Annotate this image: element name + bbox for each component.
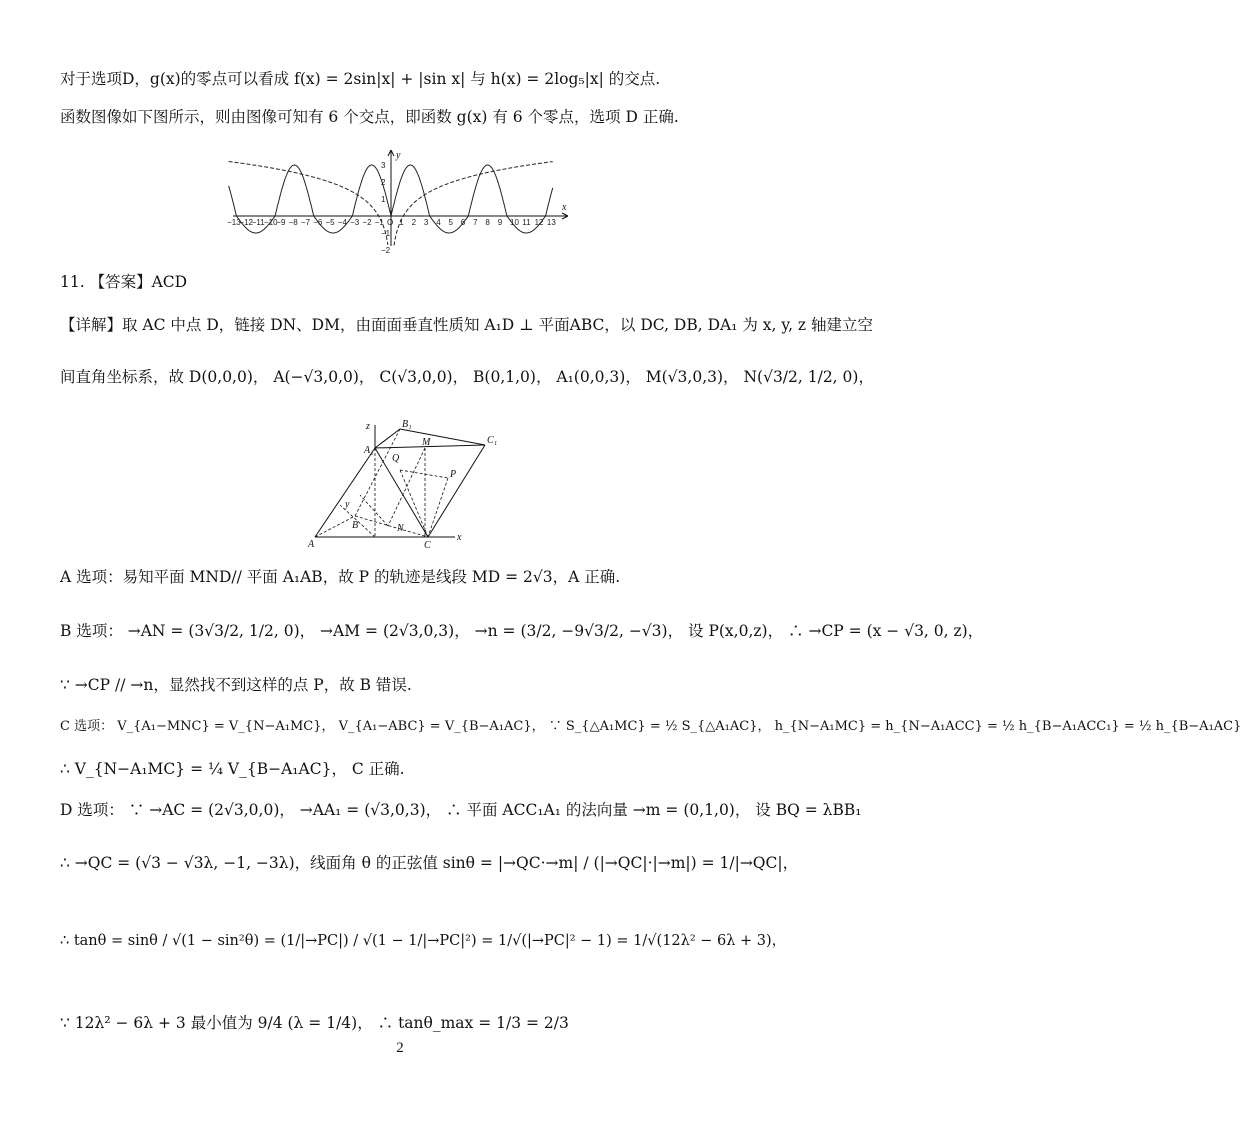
option-d: D 选项： ∵ →AC = (2√3,0,0)， →AA₁ = (√3,0,3)， ∴ 平面 ACC₁A₁ 的法向量 →m = (0,1,0)， 设 BQ = λBB₁ xyxy=(60,801,862,819)
x-tick-label: −2 xyxy=(362,218,372,227)
label-b1: B₁ xyxy=(402,419,412,430)
y-tick-label: 2 xyxy=(381,178,386,187)
label-b: B xyxy=(352,520,359,531)
x-tick-label: 5 xyxy=(448,218,453,227)
text-line-1: 对于选项D，g(x)的零点可以看成 f(x) = 2sin|x| + |sin x| 与 h(x) = 2log₅|x| 的交点. xyxy=(60,70,661,88)
y-tick-label: −1 xyxy=(381,229,391,238)
label-m: M xyxy=(422,437,431,448)
x-tick-label: −13 xyxy=(227,218,241,227)
x-tick-label: −11 xyxy=(251,218,265,227)
answer-heading: 11. 【答案】ACD xyxy=(60,273,188,291)
function-graph xyxy=(227,148,573,255)
x-tick-label: 12 xyxy=(534,218,544,227)
x-tick-label: 13 xyxy=(546,218,556,227)
x-tick-label: 7 xyxy=(473,218,478,227)
x-tick-label: −10 xyxy=(264,218,278,227)
x-tick-label: 6 xyxy=(460,218,466,227)
x-tick-label: −5 xyxy=(325,218,335,227)
x-tick-label: −8 xyxy=(288,218,298,227)
x-tick-label: −7 xyxy=(300,218,311,227)
x-tick-label: O xyxy=(387,218,394,227)
x-axis-label: x xyxy=(562,202,567,213)
y-tick-label: 3 xyxy=(381,161,386,170)
x-tick-label: 4 xyxy=(436,218,441,227)
x-tick-label: 1 xyxy=(399,218,404,227)
text-line-4: 间直角坐标系，故 D(0,0,0)， A(−√3,0,0)， C(√3,0,0)， B(0,1,0)， A₁(0,0,3)， M(√3,0,3)， N(√3/2, 1/2, 0)， xyxy=(60,368,874,386)
label-c1: C₁ xyxy=(487,435,498,446)
option-c: C 选项： V_{A₁−MNC} = V_{N−A₁MC}， V_{A₁−ABC} = V_{B−A₁AC}， ∵ S_{△A₁MC} = ½ S_{△A₁AC}， h_{N−A₁MC} = h_{N−A₁ACC} = ½ h_{B−A₁ACC₁} = ½ h_{B−A₁AC} xyxy=(60,719,1241,734)
text-line-3: 【详解】取 AC 中点 D，链接 DN、DM，由面面垂直性质知 A₁D ⊥ 平面ABC，以 DC, DB, DA₁ 为 x, y, z 轴建立空 xyxy=(60,316,874,334)
x-tick-label: −9 xyxy=(276,218,286,227)
option-d-tan: ∴ tanθ = sinθ / √(1 − sin²θ) = (1/|→PC|) / √(1 − 1/|→PC|²) = 1/√(|→PC|² − 1) = 1/√(12λ² − 6λ + 3)， xyxy=(60,933,787,949)
label-n: N xyxy=(397,523,404,534)
label-a: A xyxy=(308,539,315,550)
x-tick-label: 11 xyxy=(522,218,531,227)
x-tick-label: −6 xyxy=(313,218,323,227)
label-z: z xyxy=(366,421,370,432)
option-b-result: ∵ →CP // →n，显然找不到这样的点 P，故 B 错误. xyxy=(60,676,412,694)
x-tick-label: 3 xyxy=(423,218,429,227)
x-tick-label: −4 xyxy=(337,218,347,227)
label-p: P xyxy=(450,469,457,480)
text-line-2: 函数图像如下图所示，则由图像可知有 6 个交点，即函数 g(x) 有 6 个零点，选项 D 正确. xyxy=(60,108,679,126)
x-tick-label: 10 xyxy=(510,218,519,227)
prism-figure xyxy=(300,415,510,550)
label-a1: A₁ xyxy=(364,445,374,456)
option-c-result: ∴ V_{N−A₁MC} = ¼ V_{B−A₁AC}， C 正确. xyxy=(60,760,405,778)
page-number: 2 xyxy=(396,1040,404,1056)
option-d-min: ∵ 12λ² − 6λ + 3 最小值为 9/4 (λ = 1/4)， ∴ tanθ_max = 1/3 = 2/3 xyxy=(60,1014,569,1032)
x-tick-label: −1 xyxy=(374,218,384,227)
x-tick-label: 9 xyxy=(497,218,503,227)
label-c: C xyxy=(424,540,431,551)
x-tick-label: 8 xyxy=(485,218,490,227)
label-q: Q xyxy=(392,453,400,464)
option-d-sin: ∴ →QC = (√3 − √3λ, −1, −3λ)，线面角 θ 的正弦值 sinθ = |→QC·→m| / (|→QC|·|→m|) = 1/|→QC|， xyxy=(60,854,799,872)
label-x: x xyxy=(457,532,462,543)
option-a: A 选项：易知平面 MND// 平面 A₁AB，故 P 的轨迹是线段 MD = 2√3，A 正确. xyxy=(60,568,621,586)
y-tick-label: 1 xyxy=(381,195,386,204)
y-tick-label: −2 xyxy=(381,246,391,255)
x-tick-label: −3 xyxy=(350,218,360,227)
label-y: y xyxy=(345,499,350,510)
x-tick-label: 2 xyxy=(411,218,417,227)
x-tick-label: −12 xyxy=(239,218,253,227)
option-b: B 选项： →AN = (3√3/2, 1/2, 0)， →AM = (2√3,0,3)， →n = (3/2, −9√3/2, −√3)， 设 P(x,0,z)， ∴ →CP = (x − √3, 0, z)， xyxy=(60,622,984,640)
y-axis-label: y xyxy=(396,150,401,161)
